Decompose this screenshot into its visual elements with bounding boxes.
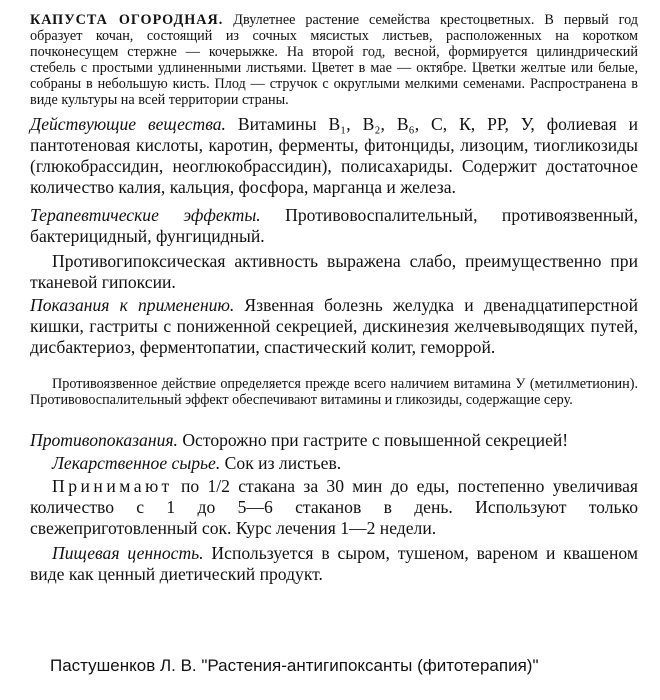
antihypoxic-text: Противогипоксическая активность выражена слабо, преимущественно при тканевой гипоксии. — [30, 251, 638, 292]
intro-paragraph — [30, 12, 638, 108]
active-substances-label: Действующие вещества. — [30, 114, 226, 134]
article — [30, 12, 638, 585]
dosage-paragraph — [30, 476, 638, 539]
food-value-label: Пищевая ценность. — [52, 543, 204, 563]
note-paragraph — [30, 376, 638, 408]
dosage-lead: Принимают — [52, 476, 173, 496]
food-value-paragraph — [30, 543, 638, 585]
article-heading: КАПУСТА ОГОРОДНАЯ. — [30, 12, 224, 28]
raw-material-text: Сок из листьев. — [220, 453, 342, 473]
antihypoxic-paragraph — [30, 251, 638, 293]
contraindications-paragraph — [30, 430, 638, 451]
raw-material-paragraph — [30, 453, 638, 474]
therapeutic-effects-paragraph — [30, 205, 638, 247]
indications-label: Показания к применению. — [30, 295, 235, 315]
active-substances-text: Витамины B₁, B₂, B₆, С, К, РР, У, фолиевая и пантотеновая кислоты, каротин, ферменты, фитонциды, лизоцим, тиогликозиды (глюкобрассидин, неоглюкобрассидин), полисахариды. Содержит достаточное количество калия, кальция, фосфора, марганца и железа. — [30, 114, 638, 197]
indications-text: Язвенная болезнь желудка и двенадцатиперстной кишки, гастриты с пониженной секрецией, дискинезия желчевыводящих путей, дисбактериоз, ферментопатии, спастический колит, геморрой. — [30, 295, 638, 357]
raw-material-label: Лекарственное сырье. — [52, 453, 221, 473]
contraindications-text: Осторожно при гастрите с повышенной секрецией! — [177, 430, 569, 450]
contraindications-label: Противопоказания. — [30, 430, 178, 450]
dosage-text: по 1/2 стакана за 30 мин до еды, постепенно увеличивая количество с 1 до 5—6 стаканов в день. Используют только свежеприготовленный сок. Курс лечения 1—2 недели. — [30, 476, 638, 538]
therapeutic-effects-label: Терапевтические эффекты. — [30, 205, 261, 225]
active-substances-paragraph — [30, 114, 638, 198]
source-citation: Пастушенков Л. В. "Растения-антигипоксанты (фитотерапия)" — [50, 656, 539, 675]
food-value-text: Используется в сыром, тушеном, вареном и квашеном виде как ценный диетический продукт. — [30, 543, 639, 584]
indications-paragraph — [30, 295, 638, 358]
therapeutic-effects-text: Противовоспалительный, противоязвенный, бактерицидный, фунгицидный. — [30, 205, 638, 246]
intro-text: Двулетнее растение семейства крестоцветных. В первый год образует кочан, состоящий из сочных мясистых листьев, расположенных на коротком почконесущем стержне — кочерыжке. На второй год, весной, формируется цилиндрический стебель с простыми удлиненными листьями. Цветет в мае — октябре. Цветки желтые или белые, собраны в небольшую кисть. Плод — стручок с округлыми мелкими семенами. Распространена в виде культуры на всей территории страны. — [30, 12, 638, 108]
note-text: Противоязвенное действие определяется прежде всего наличием витамина У (метилметионин). Противовоспалительный эффект обеспечивают витамины и гликозиды, содержащие серу. — [30, 376, 638, 408]
